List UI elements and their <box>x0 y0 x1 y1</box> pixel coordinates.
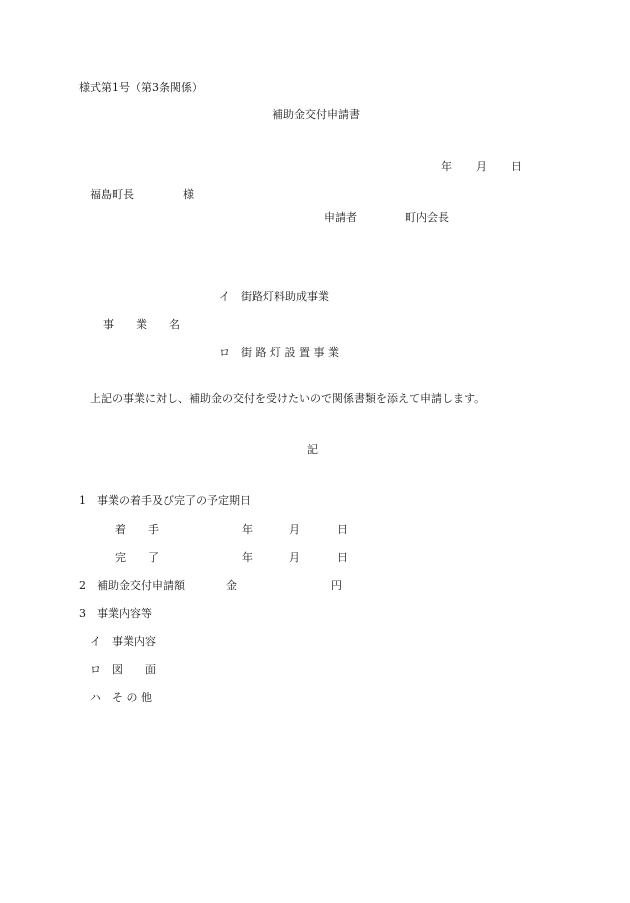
addressee-honorific: 様 <box>183 188 194 201</box>
project-option-ro: ロ 街 路 灯 設 置 事 業 <box>219 346 339 359</box>
section2-heading: 2 補助金交付申請額 <box>79 579 185 592</box>
end-day-label: 日 <box>337 551 348 564</box>
section1-heading: 1 事業の着手及び完了の予定期日 <box>79 494 251 507</box>
application-statement: 上記の事業に対し、補助金の交付を受けたいので関係書類を添えて申請します。 <box>90 392 486 405</box>
amount-kin-label: 金 <box>226 579 237 592</box>
applicant-label: 申請者 <box>324 211 357 224</box>
end-year-label: 年 <box>242 551 253 564</box>
start-month-label: 月 <box>289 523 300 536</box>
section3-item-other: ハ そ の 他 <box>90 691 152 704</box>
end-label: 完 了 <box>115 551 159 564</box>
section3-item-drawing: ロ 図 面 <box>90 663 156 676</box>
date-year-label: 年 <box>441 160 452 173</box>
end-month-label: 月 <box>289 551 300 564</box>
project-name-label: 事 業 名 <box>103 318 180 331</box>
section3-heading: 3 事業内容等 <box>79 607 152 620</box>
section3-item-content: イ 事業内容 <box>90 635 156 648</box>
applicant-title: 町内会長 <box>405 211 449 224</box>
date-day-label: 日 <box>511 160 522 173</box>
document-title: 補助金交付申請書 <box>272 108 360 121</box>
form-number-label: 様式第1号（第3条関係） <box>79 81 203 94</box>
ki-heading: 記 <box>307 443 318 456</box>
project-option-i: イ 街路灯料助成事業 <box>219 290 329 303</box>
start-label: 着 手 <box>115 523 159 536</box>
start-day-label: 日 <box>337 523 348 536</box>
date-month-label: 月 <box>476 160 487 173</box>
addressee-name: 福島町長 <box>90 188 134 201</box>
amount-yen-label: 円 <box>331 579 342 592</box>
start-year-label: 年 <box>242 523 253 536</box>
